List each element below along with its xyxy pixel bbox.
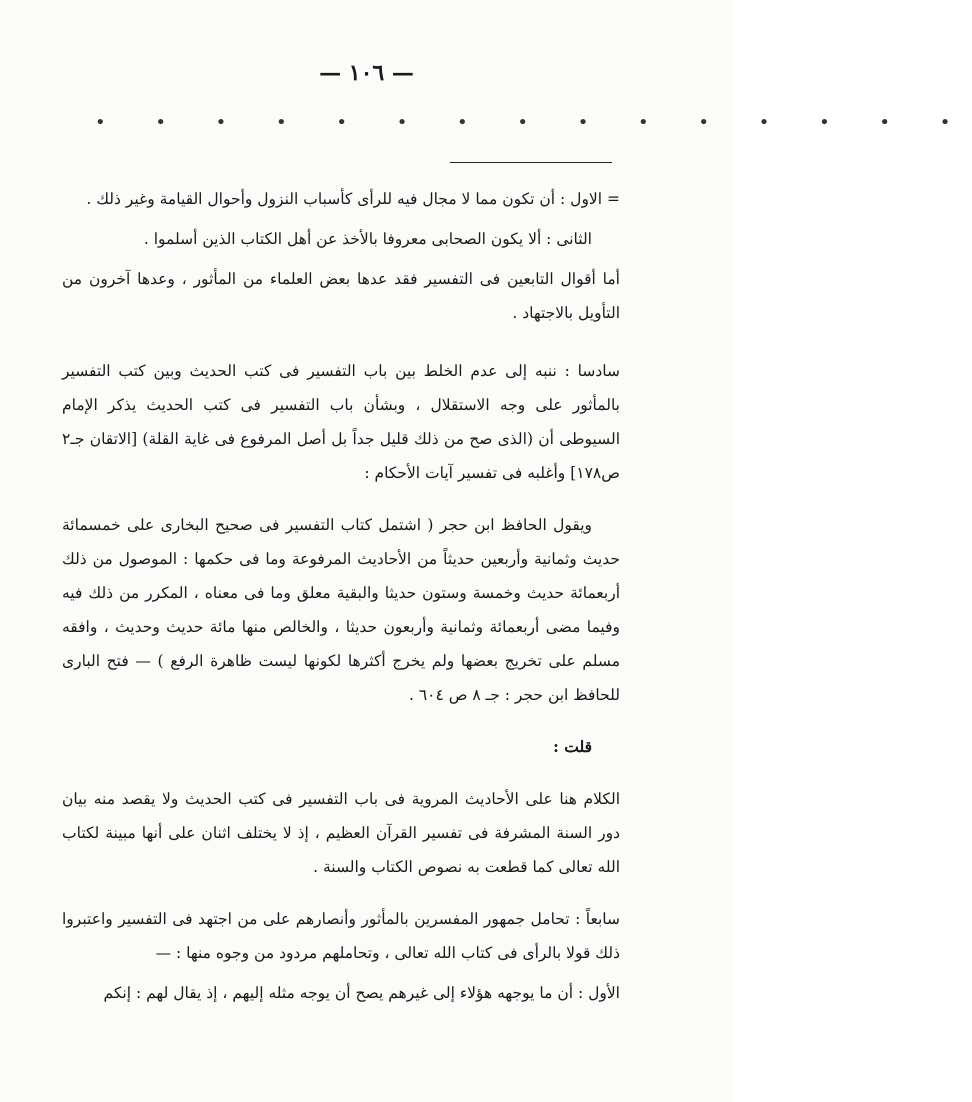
paragraph-tabiin-sayings: أما أقوال التابعين فى التفسير فقد عدها بعض العلماء من المأثور ، وعدها آخرون من التأويل بالاجتهاد .: [62, 270, 620, 322]
paragraph-qultu-heading: قلت :: [553, 737, 592, 756]
dotted-divider: • • • • • • • • • • • • • • •: [95, 112, 972, 133]
spacer: [62, 330, 620, 354]
spacer: [62, 884, 620, 902]
paragraph-ibn-hajar-quote: ويقول الحافظ ابن حجر ( اشتمل كتاب التفسير فى صحيح البخارى على خمسمائة حديث وثمانية وأربعين حديثاً من الأحاديث المرفوعة وما فى حكمها : الموصول من ذلك أربعمائة حديث وخمسة وستون حديثا والبقية معلق وما فى معناه ، المكرر من ذلك فيه وفيما مضى أربعمائة وثمانية وأربعون حديثا ، والخالص منها مائة حديث وحديث ، وافقه مسلم على تخريج بعضها ولم يخرج أكثرها لكونها ليست ظاهرة الرفع ) — فتح البارى للحافظ ابن حجر : جـ ٨ ص ٦٠٤ .: [62, 516, 620, 704]
spacer: [62, 490, 620, 508]
paragraph-condition-first: = الاول : أن تكون مما لا مجال فيه للرأى كأسباب النزول وأحوال القيامة وغير ذلك .: [86, 190, 620, 208]
paragraph-first-reply: الأول : أن ما يوجهه هؤلاء إلى غيرهم يصح أن يوجه مثله إليهم ، إذ يقال لهم : إنكم: [103, 984, 620, 1002]
page-number: — ١٠٦ —: [319, 60, 414, 86]
paragraph-sixth-point: سادسا : ننبه إلى عدم الخلط بين باب التفسير فى كتب الحديث وبين كتب التفسير بالمأثور على وجه الاستقلال ، وبشأن باب التفسير فى كتب الحديث يذكر الإمام السيوطى أن (الذى صح من ذلك قليل جداً بل أصل المرفوع فى غاية القلة) [الاتقان جـ٢ ص١٧٨] وأغلبه فى تفسير آيات الأحكام :: [62, 362, 620, 482]
paragraph-seventh-point: سابعاً : تحامل جمهور المفسرين بالمأثور وأنصارهم على من اجتهد فى التفسير واعتبروا ذلك قولا بالرأى فى كتاب الله تعالى ، وتحاملهم مردود من وجوه منها : —: [62, 910, 620, 962]
paragraph-hadith-remark: الكلام هنا على الأحاديث المروية فى باب التفسير فى كتب الحديث ولا يقصد منه بيان دور السنة المشرفة فى تفسير القرآن العظيم ، إذ لا يختلف اثنان على أنها مبينة لكتاب الله تعالى كما قطعت به نصوص الكتاب والسنة .: [62, 790, 620, 876]
footnote-separator-line: [450, 162, 612, 163]
paragraph-condition-second: الثانى : ألا يكون الصحابى معروفا بالأخذ عن أهل الكتاب الذين أسلموا .: [143, 230, 592, 248]
spacer: [62, 764, 620, 782]
spacer: [62, 712, 620, 730]
page-body: [62, 182, 620, 1010]
